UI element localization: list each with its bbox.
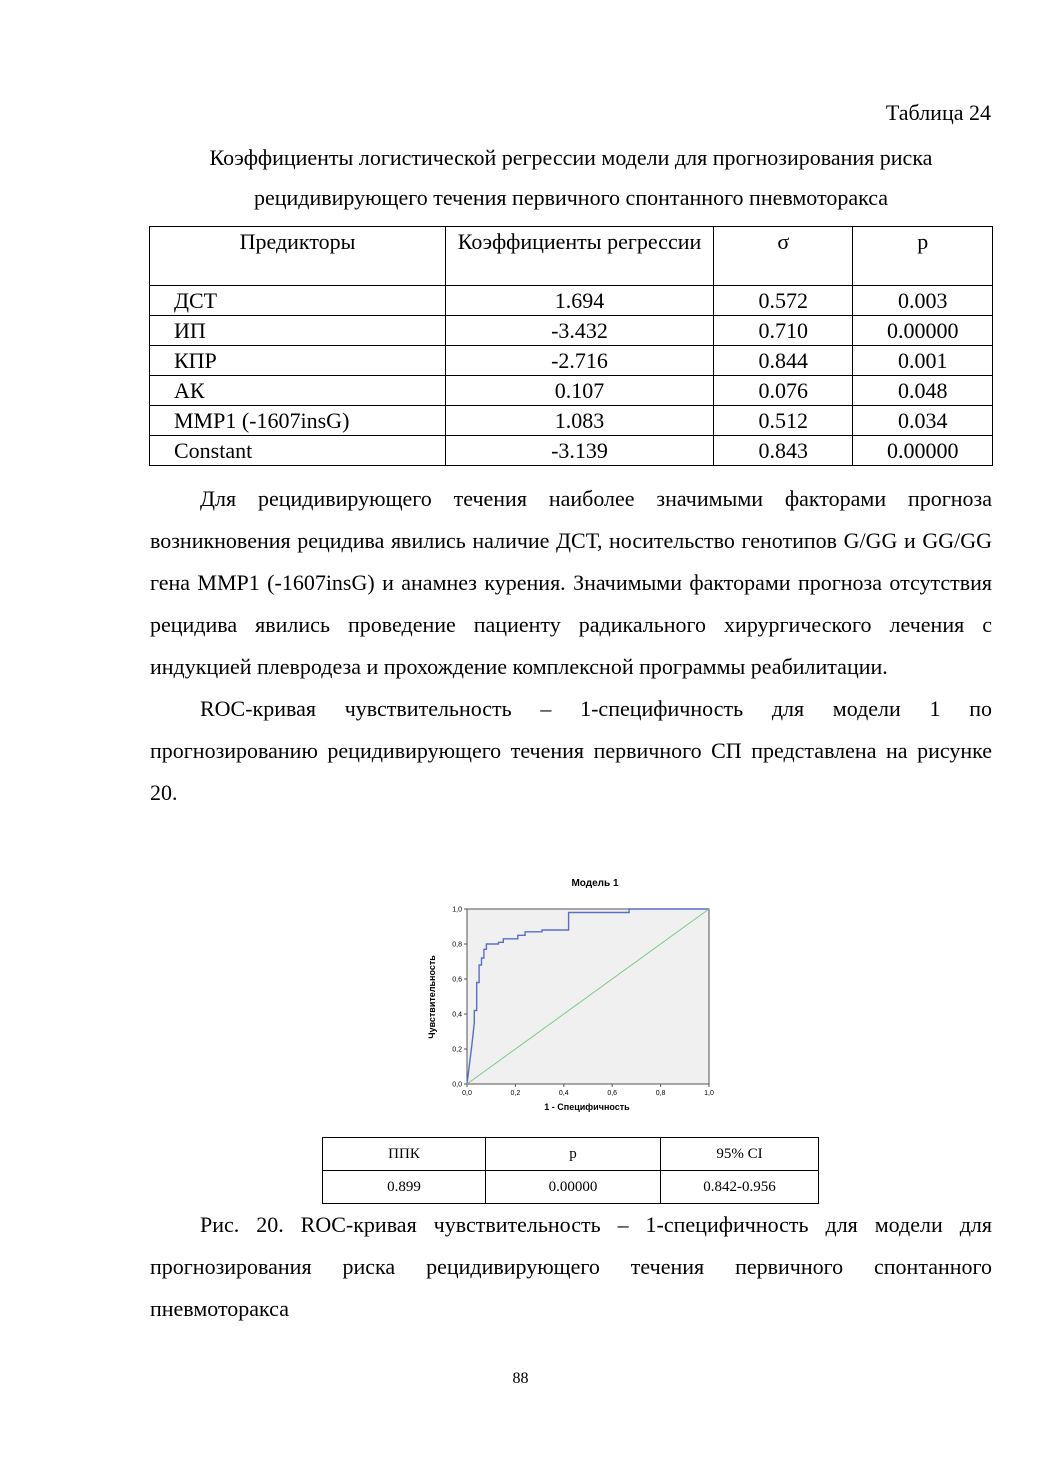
x-tick-label: 1,0 <box>704 1090 714 1097</box>
auc-header-p: p <box>486 1138 661 1171</box>
x-tick-label: 0,0 <box>462 1090 472 1097</box>
auc-table <box>322 1137 819 1204</box>
table-row <box>150 376 993 406</box>
table-caption: Коэффициенты логистической регрессии модели для прогнозирования риска рецидивирующего течения первичного спонтанного пневмоторакса <box>209 145 933 210</box>
figure-caption <box>150 1204 992 1330</box>
roc-chart <box>420 895 740 1120</box>
chart-title: Модель 1 <box>571 878 619 889</box>
auc-header-row <box>323 1138 819 1171</box>
cell-sigma: 0.512 <box>714 406 853 436</box>
x-tick-label: 0,4 <box>558 1090 569 1097</box>
cell-p: 0.048 <box>853 376 993 406</box>
cell-p: 0.001 <box>853 346 993 376</box>
header-p: p <box>853 227 993 286</box>
x-tick-label: 0,8 <box>655 1090 666 1097</box>
cell-coefficient: 1.694 <box>446 286 714 316</box>
coefficients-table <box>149 226 993 466</box>
auc-header-ci: 95% CI <box>661 1138 819 1171</box>
cell-predictor: ДСТ <box>150 286 446 316</box>
y-tick-label: 0,6 <box>452 976 462 984</box>
figure-caption-text: Рис. 20. ROC-кривая чувствительность – 1-специфичность для модели для прогнозирования риска рецидивирующего течения первичного спонтанного пневмоторакса <box>150 1212 992 1321</box>
cell-predictor: Constant <box>150 436 446 466</box>
table-row <box>150 406 993 436</box>
cell-predictor: АК <box>150 376 446 406</box>
cell-p: 0.034 <box>853 406 993 436</box>
cell-p: 0.00000 <box>853 436 993 466</box>
y-tick-label: 0,8 <box>452 941 462 949</box>
auc-p-value: 0.00000 <box>486 1171 661 1204</box>
y-tick-label: 0,2 <box>452 1046 462 1054</box>
y-tick-label: 0,0 <box>452 1081 462 1089</box>
x-axis-label: 1 - Специфичность <box>544 1102 630 1112</box>
auc-value-row <box>323 1171 819 1204</box>
cell-predictor: ИП <box>150 316 446 346</box>
plot-area <box>452 907 714 1098</box>
x-tick-label: 0,2 <box>510 1090 521 1097</box>
cell-predictor: MMP1 (-1607insG) <box>150 406 446 436</box>
auc-ci-value: 0.842-0.956 <box>661 1171 819 1204</box>
paragraph: ROC-кривая чувствительность – 1-специфичность для модели 1 по прогнозированию рецидивирующего течения первичного СП представлена на рисунке 20. <box>150 696 992 805</box>
cell-sigma: 0.572 <box>714 286 853 316</box>
table-header-row <box>150 227 993 286</box>
cell-predictor: КПР <box>150 346 446 376</box>
cell-sigma: 0.843 <box>714 436 853 466</box>
table-row <box>150 316 993 346</box>
cell-sigma: 0.076 <box>714 376 853 406</box>
auc-header-auc: ППК <box>323 1138 486 1171</box>
cell-coefficient: -2.716 <box>446 346 714 376</box>
cell-coefficient: -3.139 <box>446 436 714 466</box>
cell-sigma: 0.710 <box>714 316 853 346</box>
table-row <box>150 436 993 466</box>
cell-p: 0.00000 <box>853 316 993 346</box>
cell-coefficient: 0.107 <box>446 376 714 406</box>
paragraph: Для рецидивирующего течения наиболее значимыми факторами прогноза возникновения рецидива явились наличие ДСТ, носительство генотипов G/GG и GG/GG гена MMP1 (-1607insG) и анамнез курения. Значимыми факторами прогноза отсутствия рецидива явились проведение пациенту радикального хирургического лечения с индукцией плевродеза и прохождение комплексной программы реабилитации. <box>150 486 992 679</box>
table-label: Таблица 24 <box>885 100 991 125</box>
table-row <box>150 286 993 316</box>
auc-value: 0.899 <box>323 1171 486 1204</box>
y-tick-label: 1,0 <box>452 906 462 914</box>
y-axis-label: Чувствительность <box>427 955 437 1039</box>
y-tick-label: 0,4 <box>452 1011 462 1019</box>
table-row <box>150 346 993 376</box>
cell-sigma: 0.844 <box>714 346 853 376</box>
body-text <box>150 478 992 814</box>
header-sigma: σ <box>714 227 853 286</box>
x-tick-label: 0,6 <box>607 1090 618 1097</box>
header-predictors: Предикторы <box>150 227 446 286</box>
page-number: 88 <box>512 1370 529 1387</box>
header-coefficients: Коэффициенты регрессии <box>446 227 714 286</box>
cell-coefficient: 1.083 <box>446 406 714 436</box>
cell-coefficient: -3.432 <box>446 316 714 346</box>
cell-p: 0.003 <box>853 286 993 316</box>
